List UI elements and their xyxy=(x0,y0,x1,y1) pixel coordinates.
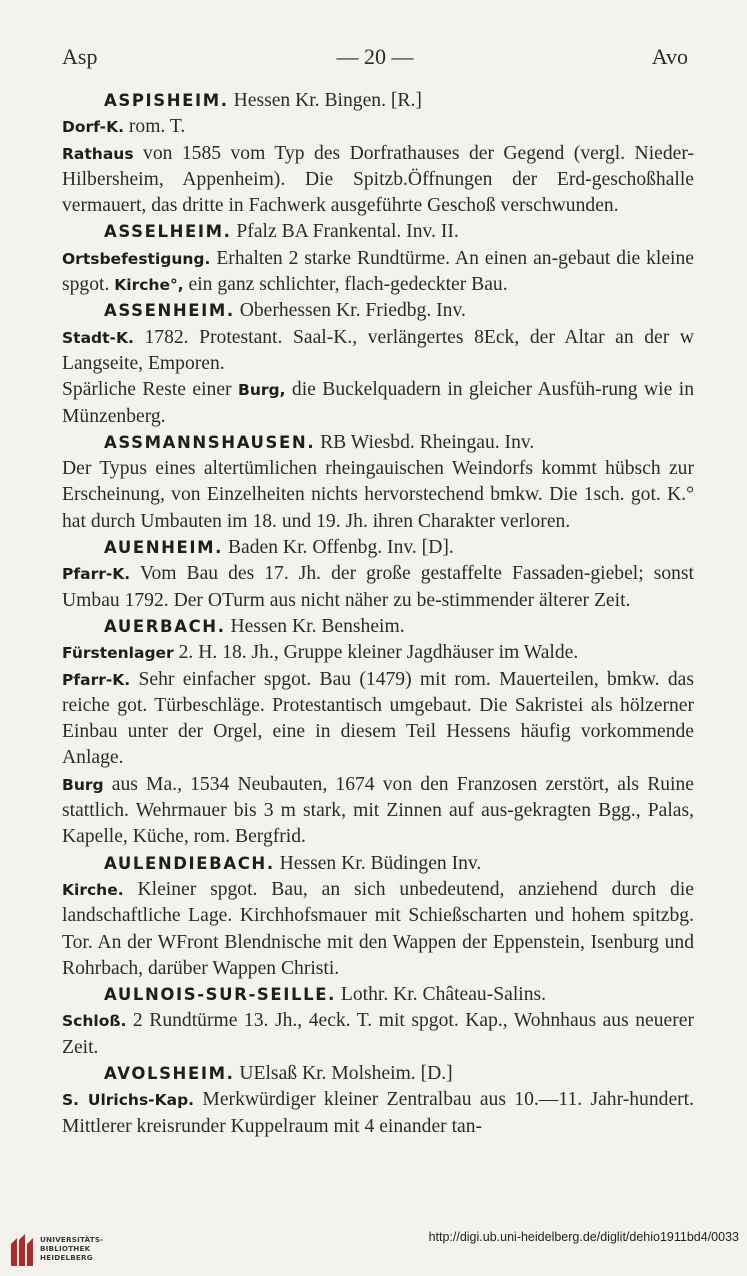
entry-heading-line xyxy=(62,535,694,561)
entry-title: ASPISHEIM. xyxy=(104,91,229,110)
entry-paragraph xyxy=(62,456,694,535)
page-header xyxy=(62,44,688,72)
entry-text: rom. T. xyxy=(128,116,186,138)
entry-keyword: Pfarr-K. xyxy=(62,565,131,584)
entry-text: die Buckelquadern in gleicher Ausfüh-rung wie in Münzenberg. xyxy=(62,379,694,427)
entry-text: UElsaß Kr. Molsheim. [D.] xyxy=(239,1062,453,1084)
entry-text: Spärliche Reste einer xyxy=(62,379,232,401)
entry-text: Sehr einfacher spgot. Bau (1479) mit rom. Mauerteilen, bmkw. das reiche got. Türbeschläge. Protestantisch umgebaut. Die Sakristei als hölzerner Einbau unter der Orgel, eine in diesem Teil Hessens häufig vorkommende Anlage. xyxy=(62,668,694,769)
entry-keyword: Dorf-K. xyxy=(62,118,124,137)
entry-text: Der Typus eines altertümlichen rheingauischen Weindorfs kommt hübsch zur Erscheinung, von Einzelheiten nichts hervorstechend bmkw. Die 1sch. got. K.° hat durch Umbauten im 18. und 19. Jh. ihren Charakter verloren. xyxy=(62,458,694,532)
entry-text: Kleiner spgot. Bau, an sich unbedeutend, anziehend durch die landschaftliche Lage. Kirchhofsmauer mit Schießscharten und hohem spitzbg. Tor. An der WFront Blendnische mit den Wappen der Eppenstein, Isenburg und Rohrbach, darüber Wappen Christi. xyxy=(62,878,694,979)
entry-text: Erhalten 2 starke Rundtürme. An einen an-gebaut die kleine spgot. xyxy=(62,247,694,296)
entry-title: ASSELHEIM. xyxy=(104,222,232,242)
entry-keyword: Burg xyxy=(62,775,104,794)
entry-paragraph xyxy=(62,1087,694,1140)
entry-heading-line xyxy=(62,298,694,324)
entry-text: Hessen Kr. Bensheim. xyxy=(230,615,405,637)
library-logo-icon xyxy=(8,1232,36,1268)
entry-keyword: Kirche. xyxy=(62,880,124,899)
entry-heading-line xyxy=(62,1061,694,1087)
entry-keyword: Burg, xyxy=(238,381,286,400)
entry-title: AVOLSHEIM. xyxy=(104,1063,235,1083)
page-number: — 20 — xyxy=(336,44,414,69)
entry-text: RB Wiesbd. Rheingau. Inv. xyxy=(320,431,535,453)
entry-keyword: Stadt-K. xyxy=(62,328,134,347)
entry-paragraph xyxy=(62,772,694,851)
entry-paragraph xyxy=(62,325,694,378)
entry-text: 2 Rundtürme 13. Jh., 4eck. T. mit spgot. Kap., Wohnhaus aus neuerer Zeit. xyxy=(62,1010,694,1058)
entry-heading-line xyxy=(62,982,694,1008)
entry-title: ASSMANNSHAUSEN. xyxy=(104,432,316,452)
entry-text: Merkwürdiger kleiner Zentralbau aus 10.—11. Jahr-hundert. Mittlerer kreisrunder Kuppelraum mit 4 einander tan- xyxy=(62,1089,695,1137)
entry-text: Baden Kr. Offenbg. Inv. [D]. xyxy=(227,537,454,559)
entry-paragraph xyxy=(62,114,694,140)
header-left: Asp xyxy=(62,44,98,69)
entry-heading-line xyxy=(62,614,694,640)
entry-paragraph xyxy=(62,377,694,430)
library-name: UNIVERSITÄTS- BIBLIOTHEK HEIDELBERG xyxy=(40,1235,104,1262)
entry-text: von 1585 vom Typ des Dorfrathauses der Gegend (vergl. Nieder-Hilbersheim, Appenheim). Die Spitzb.Öffnungen der Erd-geschoßhalle vermauert, das dritte in Fachwerk ausgeführte Geschoß verschwunden. xyxy=(62,142,695,217)
entry-heading-line xyxy=(62,219,694,245)
header-right: Avo xyxy=(651,44,688,69)
entry-keyword: Schloß. xyxy=(62,1012,127,1031)
entry-text: Pfalz BA Frankental. Inv. II. xyxy=(236,221,459,243)
entry-text: 1782. Protestant. Saal-K., verlängertes 8Eck, der Altar an der w Langseite, Emporen. xyxy=(62,326,694,374)
entry-text: ein ganz schlichter, flach-gedeckter Bau. xyxy=(188,274,508,296)
entry-title: AUENHEIM. xyxy=(104,538,224,558)
entry-keyword: S. Ulrichs-Kap. xyxy=(62,1091,195,1110)
entry-text: Hessen Kr. Bingen. [R.] xyxy=(233,90,422,111)
entry-heading-line xyxy=(62,851,694,877)
entry-text: Oberhessen Kr. Friedbg. Inv. xyxy=(239,300,466,322)
entry-paragraph xyxy=(62,561,694,614)
entry-keyword: Rathaus xyxy=(62,144,134,163)
entry-paragraph xyxy=(62,667,694,772)
entry-text: Vom Bau des 17. Jh. der große gestaffelte Fassaden-giebel; sonst Umbau 1792. Der OTurm aus nicht näher zu be-stimmender älterer Zeit. xyxy=(62,563,694,611)
page-body xyxy=(62,88,694,1140)
entry-text: Lothr. Kr. Château-Salins. xyxy=(340,984,547,1006)
source-url-link[interactable]: http://digi.ub.uni-heidelberg.de/diglit/dehio1911bd4/0033 xyxy=(428,1230,739,1244)
entry-keyword: Ortsbefestigung. xyxy=(62,249,211,268)
entry-text: 2. H. 18. Jh., Gruppe kleiner Jagdhäuser im Walde. xyxy=(178,642,579,664)
entry-keyword: Kirche°, xyxy=(114,276,184,295)
footer xyxy=(0,1222,747,1276)
entry-title: AUERBACH. xyxy=(104,616,226,636)
entry-heading-line xyxy=(62,430,694,456)
entry-keyword: Fürstenlager xyxy=(62,644,174,663)
entry-paragraph xyxy=(62,246,694,299)
entry-paragraph xyxy=(62,877,694,982)
entry-paragraph xyxy=(62,1008,694,1061)
entry-heading-line xyxy=(62,88,694,114)
entry-text: Hessen Kr. Büdingen Inv. xyxy=(279,852,482,874)
entry-title: AULENDIEBACH. xyxy=(104,853,275,873)
entry-title: AULNOIS-SUR-SEILLE. xyxy=(104,985,336,1005)
entry-paragraph xyxy=(62,640,694,666)
entry-title: ASSENHEIM. xyxy=(104,301,235,321)
entry-keyword: Pfarr-K. xyxy=(62,670,131,689)
entry-text: aus Ma., 1534 Neubauten, 1674 von den Franzosen zerstört, als Ruine stattlich. Wehrmauer bis 3 m stark, mit Zinnen auf aus-gekragten Bgg., Palas, Kapelle, Küche, rom. Bergfrid. xyxy=(62,773,694,848)
entry-paragraph xyxy=(62,141,694,220)
